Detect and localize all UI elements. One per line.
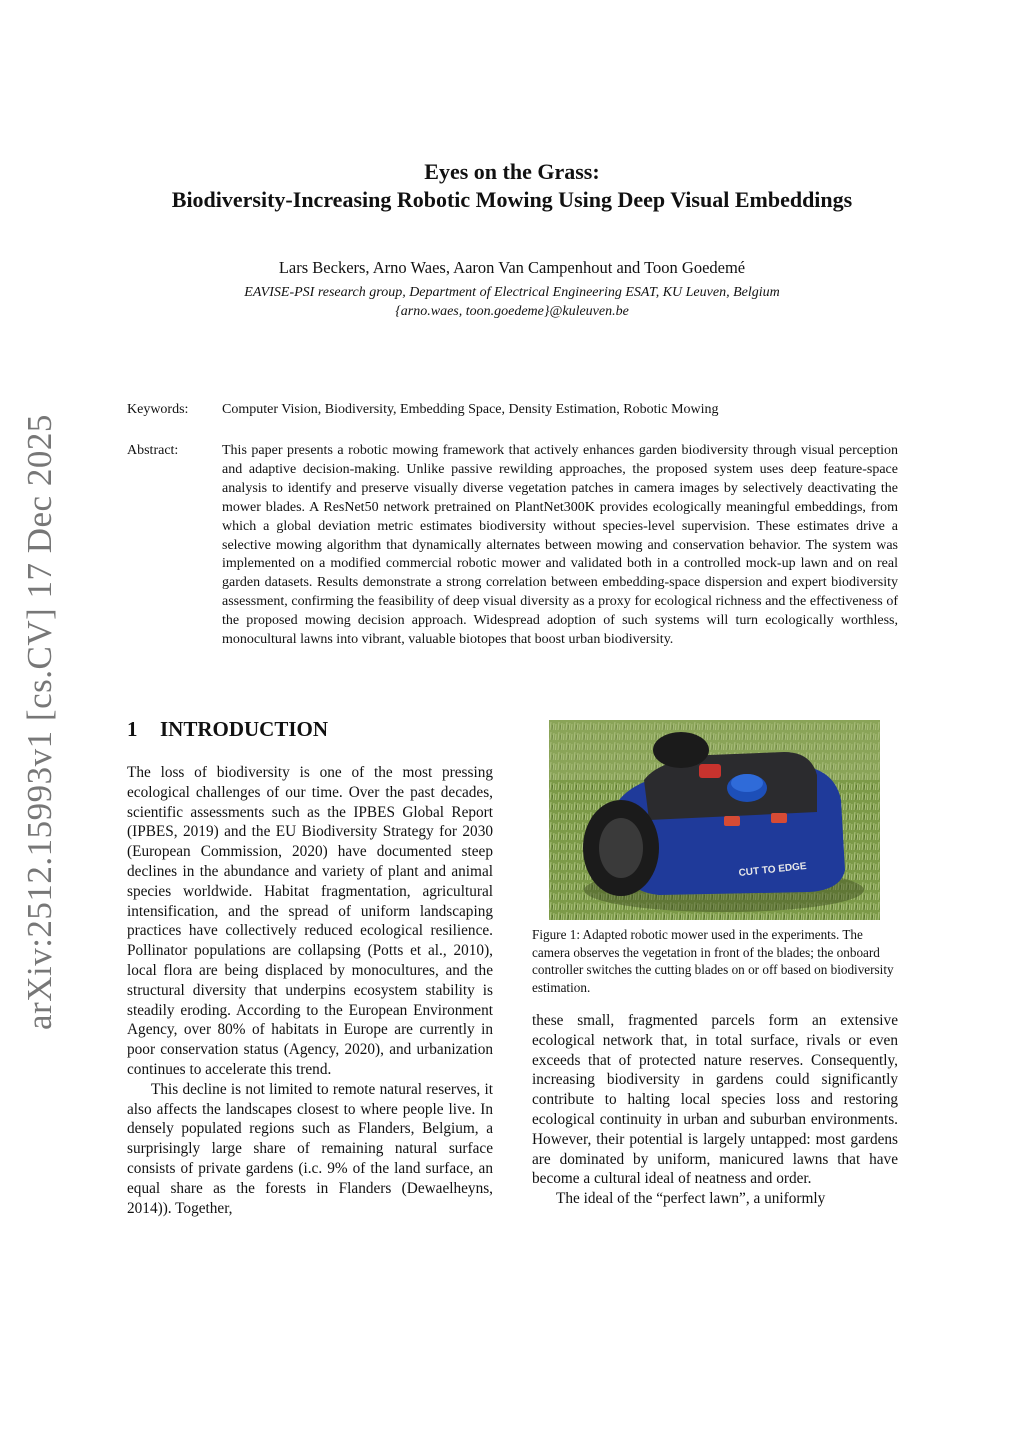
abstract-label: Abstract: — [127, 443, 179, 458]
intro-paragraph-1: The loss of biodiversity is one of the most pressing ecological challenges of our time. Over the past decades, scientific assessments such as the IPBES Global Report (IPBES, 2019) and the EU Biodiversity Strategy for 2030 (European Commission, 2020) have documented steep declines in the abundance and variety of plant and animal species worldwide. Habitat fragmentation, agricultural intensification, and the spread of uniform landscaping practices have collectively reduced ecological resilience. Pollinator populations are collapsing (Potts et al., 2010), local flora are being displaced by monocultures, and the structural diversity that underpins ecosystem stability is steadily eroding. According to the European Environment Agency, over 80% of habitats in Europe are currently in poor conservation status (Agency, 2020), and urbanization continues to accelerate this trend. — [127, 764, 493, 1078]
right-paragraph-1: these small, fragmented parcels form an extensive ecological network that, in total surface, rivals or even exceeds that of protected nature reserves. Consequently, increasing biodiversity in gardens could significantly contribute to halting local species loss and restoring ecological continuity in urban and suburban environments. However, their potential is largely untapped: most gardens are dominated by uniform, manicured lawns that have become a cultural ideal of neatness and order. — [532, 1012, 898, 1188]
keywords-text: Computer Vision, Biodiversity, Embedding Space, Density Estimation, Robotic Mowing — [222, 402, 719, 417]
left-column — [127, 763, 493, 1218]
affiliation: EAVISE-PSI research group, Department of Electrical Engineering ESAT, KU Leuven, Belgium — [244, 285, 780, 300]
section-number: 1 — [127, 717, 138, 741]
emails: {arno.waes, toon.goedeme}@kuleuven.be — [395, 304, 629, 319]
paper-title — [80, 158, 944, 214]
keywords-label: Keywords: — [127, 402, 189, 417]
author-list: Lars Beckers, Arno Waes, Aaron Van Campenhout and Toon Goedemé — [278, 258, 746, 277]
right-column — [532, 1011, 898, 1209]
title-line-1: Eyes on the Grass: — [424, 159, 600, 184]
mower-label: CUT TO EDGE — [738, 860, 808, 879]
figure-1-photo — [549, 720, 880, 920]
intro-paragraph-2: This decline is not limited to remote natural reserves, it also affects the landscapes closest to where people live. In densely populated regions such as Flanders, Belgium, a surprisingly large share of remaining natural surface consists of private gardens (i.c. 9% of the land surface, an equal share as the forests in Flanders (Dewaelheyns, 2014)). Together, — [127, 1080, 493, 1217]
right-paragraph-2: The ideal of the “perfect lawn”, a uniformly — [556, 1190, 826, 1208]
section-heading — [127, 717, 328, 742]
figure-1-caption: Figure 1: Adapted robotic mower used in the experiments. The camera observes the vegetation in front of the blades; the onboard controller switches the cutting blades on or off based on biodiversity estimation. — [532, 927, 894, 995]
section-title: INTRODUCTION — [160, 717, 329, 741]
abstract-text: This paper presents a robotic mowing framework that actively enhances garden biodiversity through visual perception and adaptive decision-making. Unlike passive rewilding approaches, the proposed system uses deep feature-space analysis to identify and preserve visually diverse vegetation patches in camera images by selectively deactivating the mower blades. A ResNet50 network pretrained on PlantNet300K provides ecologically meaningful embeddings, from which a global deviation metric estimates biodiversity without species-level supervision. These estimates drive a selective mowing algorithm that dynamically alternates between mowing and conservation behavior. The system was implemented on a modified commercial robotic mower and validated both in a controlled mock-up lawn and on real garden datasets. Results demonstrate a strong correlation between embedding-space dispersion and expert biodiversity assessment, confirming the feasibility of deep visual diversity as a proxy for ecological richness and the effectiveness of the proposed mowing decision approach. Widespread adoption of such systems will turn ecologically worthless, monocultural lawns into vibrant, valuable biotopes that boost urban biodiversity. — [222, 443, 898, 648]
robotic-mower-illustration — [549, 720, 880, 920]
affiliation-block — [80, 283, 944, 321]
title-line-2: Biodiversity-Increasing Robotic Mowing Using Deep Visual Embeddings — [171, 187, 853, 212]
arxiv-identifier: arXiv:2512.15993v1 [cs.CV] 17 Dec 2025 — [20, 414, 59, 1030]
